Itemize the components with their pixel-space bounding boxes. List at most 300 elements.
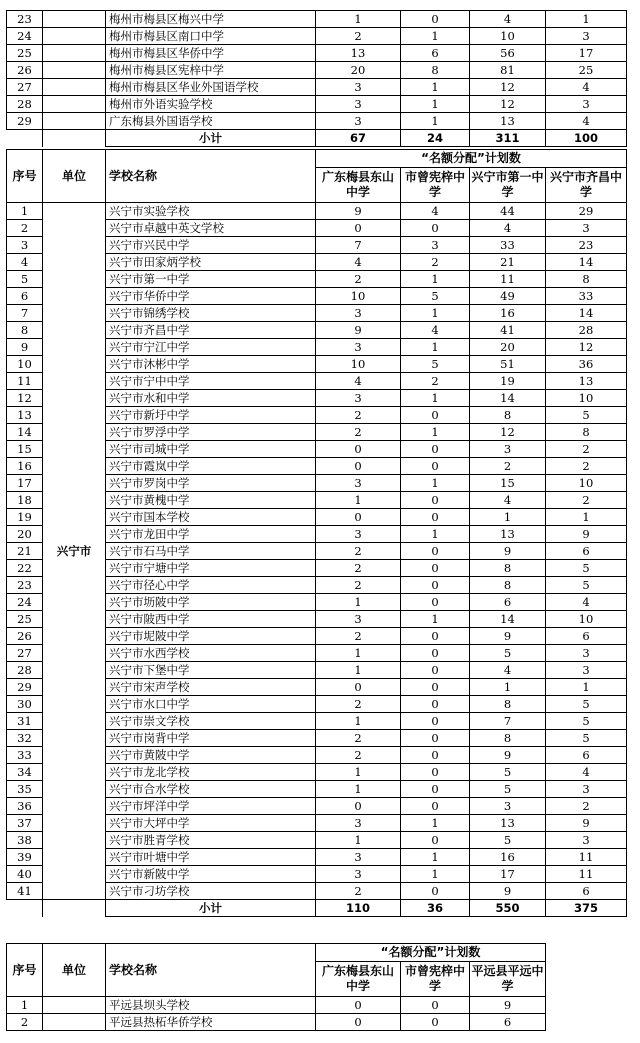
row-value: 1 — [470, 509, 546, 526]
row-no: 1 — [7, 997, 43, 1014]
row-value: 4 — [316, 373, 401, 390]
row-value: 1 — [401, 96, 470, 113]
row-school: 兴宁市锦绣学校 — [106, 305, 316, 322]
row-no: 37 — [7, 815, 43, 832]
row-no: 15 — [7, 441, 43, 458]
row-value: 0 — [316, 441, 401, 458]
row-no: 27 — [7, 645, 43, 662]
row-value: 2 — [316, 560, 401, 577]
row-value: 1 — [316, 832, 401, 849]
row-value: 9 — [470, 628, 546, 645]
row-value: 5 — [401, 356, 470, 373]
row-school: 兴宁市实验学校 — [106, 203, 316, 220]
row-no: 26 — [7, 62, 43, 79]
row-value: 4 — [470, 11, 546, 28]
row-value: 3 — [546, 662, 627, 679]
row-unit — [43, 997, 106, 1014]
row-value: 1 — [470, 679, 546, 696]
row-value: 25 — [546, 62, 627, 79]
row-value: 0 — [401, 679, 470, 696]
row-value: 12 — [546, 339, 627, 356]
row-school: 兴宁市黄槐中学 — [106, 492, 316, 509]
row-no: 29 — [7, 679, 43, 696]
row-value: 4 — [546, 764, 627, 781]
row-school: 兴宁市坭陂中学 — [106, 628, 316, 645]
row-value: 5 — [546, 713, 627, 730]
row-value: 8 — [546, 424, 627, 441]
row-value: 0 — [401, 662, 470, 679]
row-value: 0 — [316, 458, 401, 475]
row-value: 1 — [316, 11, 401, 28]
row-value: 28 — [546, 322, 627, 339]
row-no: 4 — [7, 254, 43, 271]
row-no: 9 — [7, 339, 43, 356]
row-value: 1 — [401, 526, 470, 543]
row-value: 2 — [401, 254, 470, 271]
row-no: 21 — [7, 543, 43, 560]
row-value: 13 — [470, 815, 546, 832]
row-unit — [43, 113, 106, 130]
row-value: 4 — [546, 79, 627, 96]
row-no: 36 — [7, 798, 43, 815]
row-school: 兴宁市水西学校 — [106, 645, 316, 662]
subtotal-value: 375 — [546, 900, 627, 917]
row-value: 5 — [401, 288, 470, 305]
row-no: 30 — [7, 696, 43, 713]
header-no: 序号 — [7, 944, 43, 997]
row-value: 15 — [470, 475, 546, 492]
row-value: 2 — [316, 543, 401, 560]
row-value: 8 — [470, 560, 546, 577]
row-value: 1 — [316, 492, 401, 509]
row-value: 0 — [401, 832, 470, 849]
row-value: 9 — [316, 322, 401, 339]
table-row — [7, 28, 627, 45]
row-value: 21 — [470, 254, 546, 271]
row-value: 44 — [470, 203, 546, 220]
row-value: 1 — [401, 390, 470, 407]
row-value: 6 — [546, 628, 627, 645]
row-value: 16 — [470, 305, 546, 322]
row-unit — [43, 11, 106, 28]
row-value: 1 — [401, 815, 470, 832]
table-row — [7, 203, 627, 220]
row-value: 3 — [546, 96, 627, 113]
row-no: 25 — [7, 45, 43, 62]
row-unit — [43, 96, 106, 113]
row-value: 8 — [470, 696, 546, 713]
row-school: 梅州市梅县区华业外国语学校 — [106, 79, 316, 96]
row-school: 兴宁市田家炳学校 — [106, 254, 316, 271]
header-unit: 单位 — [43, 150, 106, 203]
row-no: 25 — [7, 611, 43, 628]
row-value: 2 — [546, 458, 627, 475]
row-school: 兴宁市霞岚中学 — [106, 458, 316, 475]
row-school: 兴宁市水口中学 — [106, 696, 316, 713]
row-value: 5 — [470, 781, 546, 798]
row-value: 2 — [546, 441, 627, 458]
row-value: 13 — [316, 45, 401, 62]
section1-table — [6, 10, 627, 147]
section1-body — [7, 11, 627, 130]
row-value: 5 — [546, 560, 627, 577]
row-value: 1 — [546, 679, 627, 696]
row-no: 34 — [7, 764, 43, 781]
row-school: 兴宁市大坪中学 — [106, 815, 316, 832]
row-value: 4 — [316, 254, 401, 271]
row-no: 8 — [7, 322, 43, 339]
row-value: 3 — [546, 645, 627, 662]
row-value: 12 — [470, 79, 546, 96]
row-value: 6 — [546, 883, 627, 900]
row-value: 7 — [316, 237, 401, 254]
row-value: 1 — [316, 645, 401, 662]
row-value: 11 — [546, 849, 627, 866]
row-school: 兴宁市宋声学校 — [106, 679, 316, 696]
row-no: 23 — [7, 577, 43, 594]
row-no: 14 — [7, 424, 43, 441]
row-value: 12 — [470, 96, 546, 113]
row-no: 5 — [7, 271, 43, 288]
row-value: 4 — [470, 492, 546, 509]
row-value: 0 — [401, 560, 470, 577]
row-value: 1 — [401, 611, 470, 628]
section3-header-row — [7, 944, 546, 962]
row-value: 4 — [401, 203, 470, 220]
row-value: 1 — [316, 764, 401, 781]
row-value: 1 — [401, 79, 470, 96]
row-school: 兴宁市齐昌中学 — [106, 322, 316, 339]
row-no: 24 — [7, 28, 43, 45]
row-value: 19 — [470, 373, 546, 390]
row-value: 6 — [546, 543, 627, 560]
row-value: 0 — [401, 628, 470, 645]
row-value: 0 — [316, 997, 401, 1014]
row-school: 兴宁市下堡中学 — [106, 662, 316, 679]
row-school: 兴宁市第一中学 — [106, 271, 316, 288]
row-value: 1 — [401, 28, 470, 45]
subtotal-blank — [43, 900, 106, 917]
row-value: 1 — [401, 475, 470, 492]
header-col: 平远县平远中学 — [470, 962, 546, 997]
row-value: 2 — [546, 798, 627, 815]
row-school: 兴宁市国本学校 — [106, 509, 316, 526]
row-value: 0 — [401, 1014, 470, 1031]
row-school: 兴宁市黄陂中学 — [106, 747, 316, 764]
row-school: 兴宁市水和中学 — [106, 390, 316, 407]
row-value: 2 — [316, 28, 401, 45]
row-no: 13 — [7, 407, 43, 424]
row-unit — [43, 62, 106, 79]
row-unit — [43, 28, 106, 45]
row-value: 2 — [316, 883, 401, 900]
row-school: 梅州市外语实验学校 — [106, 96, 316, 113]
row-no: 28 — [7, 96, 43, 113]
row-value: 9 — [470, 543, 546, 560]
row-no: 6 — [7, 288, 43, 305]
row-value: 0 — [401, 747, 470, 764]
row-value: 1 — [401, 424, 470, 441]
row-no: 3 — [7, 237, 43, 254]
header-col: 兴宁市第一中学 — [470, 168, 546, 203]
row-value: 9 — [470, 997, 546, 1014]
row-value: 4 — [470, 662, 546, 679]
row-school: 广东梅县外国语学校 — [106, 113, 316, 130]
header-col: 市曾宪梓中学 — [401, 962, 470, 997]
row-school: 兴宁市胜青学校 — [106, 832, 316, 849]
header-col: 市曾宪梓中学 — [401, 168, 470, 203]
row-school: 兴宁市崇文学校 — [106, 713, 316, 730]
section3-table — [6, 943, 546, 1031]
table-row — [7, 45, 627, 62]
row-value: 1 — [401, 113, 470, 130]
row-value: 3 — [316, 390, 401, 407]
row-school: 兴宁市坜陂中学 — [106, 594, 316, 611]
row-unit — [43, 1014, 106, 1031]
table-row — [7, 997, 546, 1014]
header-col: 广东梅县东山中学 — [316, 168, 401, 203]
table-row — [7, 62, 627, 79]
row-value: 0 — [401, 730, 470, 747]
row-value: 17 — [546, 45, 627, 62]
row-value: 3 — [546, 832, 627, 849]
row-value: 5 — [470, 764, 546, 781]
subtotal-value: 550 — [470, 900, 546, 917]
row-value: 8 — [470, 407, 546, 424]
row-value: 1 — [316, 713, 401, 730]
row-value: 10 — [316, 356, 401, 373]
row-value: 3 — [316, 305, 401, 322]
subtotal-value: 36 — [401, 900, 470, 917]
row-value: 2 — [316, 271, 401, 288]
row-no: 28 — [7, 662, 43, 679]
table-row — [7, 79, 627, 96]
row-value: 0 — [401, 407, 470, 424]
row-no: 24 — [7, 594, 43, 611]
row-value: 0 — [401, 997, 470, 1014]
row-value: 10 — [316, 288, 401, 305]
row-value: 2 — [316, 747, 401, 764]
row-value: 3 — [401, 237, 470, 254]
row-unit — [43, 79, 106, 96]
row-value: 49 — [470, 288, 546, 305]
row-school: 兴宁市司城中学 — [106, 441, 316, 458]
row-value: 2 — [316, 628, 401, 645]
row-school: 兴宁市石马中学 — [106, 543, 316, 560]
row-unit — [43, 45, 106, 62]
row-value: 1 — [546, 509, 627, 526]
row-value: 0 — [401, 781, 470, 798]
section2-header-row — [7, 150, 627, 168]
subtotal-blank — [43, 130, 106, 147]
header-school: 学校名称 — [106, 944, 316, 997]
row-value: 23 — [546, 237, 627, 254]
row-school: 兴宁市罗岗中学 — [106, 475, 316, 492]
row-no: 12 — [7, 390, 43, 407]
section3-body — [7, 997, 546, 1031]
row-value: 11 — [546, 866, 627, 883]
row-value: 1 — [401, 271, 470, 288]
row-school: 兴宁市华侨中学 — [106, 288, 316, 305]
row-value: 20 — [316, 62, 401, 79]
row-no: 18 — [7, 492, 43, 509]
row-value: 0 — [401, 883, 470, 900]
row-value: 17 — [470, 866, 546, 883]
row-value: 3 — [546, 220, 627, 237]
row-value: 3 — [316, 96, 401, 113]
row-value: 56 — [470, 45, 546, 62]
row-value: 4 — [470, 220, 546, 237]
row-value: 33 — [546, 288, 627, 305]
row-no: 17 — [7, 475, 43, 492]
header-col: 兴宁市齐昌中学 — [546, 168, 627, 203]
row-no: 39 — [7, 849, 43, 866]
subtotal-value: 100 — [546, 130, 627, 147]
row-value: 0 — [401, 645, 470, 662]
row-value: 0 — [401, 11, 470, 28]
row-value: 14 — [470, 611, 546, 628]
row-no: 10 — [7, 356, 43, 373]
subtotal-value: 24 — [401, 130, 470, 147]
table-row — [7, 1014, 546, 1031]
row-no: 41 — [7, 883, 43, 900]
row-value: 1 — [546, 11, 627, 28]
row-value: 2 — [316, 730, 401, 747]
row-value: 10 — [546, 475, 627, 492]
row-value: 0 — [401, 441, 470, 458]
row-value: 13 — [470, 526, 546, 543]
row-value: 0 — [401, 220, 470, 237]
row-school: 平远县热柘华侨学校 — [106, 1014, 316, 1031]
row-value: 3 — [316, 849, 401, 866]
row-value: 20 — [470, 339, 546, 356]
row-school: 兴宁市坪洋中学 — [106, 798, 316, 815]
row-value: 0 — [401, 577, 470, 594]
row-value: 3 — [316, 526, 401, 543]
row-value: 0 — [401, 492, 470, 509]
row-value: 2 — [316, 696, 401, 713]
row-no: 20 — [7, 526, 43, 543]
row-value: 0 — [401, 458, 470, 475]
row-value: 3 — [316, 611, 401, 628]
row-value: 14 — [546, 254, 627, 271]
row-value: 9 — [470, 747, 546, 764]
header-quota: “名额分配”计划数 — [316, 944, 546, 962]
row-value: 11 — [470, 271, 546, 288]
row-value: 0 — [401, 764, 470, 781]
row-school: 兴宁市叶塘中学 — [106, 849, 316, 866]
row-value: 9 — [546, 815, 627, 832]
row-value: 33 — [470, 237, 546, 254]
subtotal-value: 311 — [470, 130, 546, 147]
row-no: 16 — [7, 458, 43, 475]
row-value: 0 — [316, 509, 401, 526]
row-value: 0 — [316, 220, 401, 237]
row-value: 10 — [546, 611, 627, 628]
row-value: 14 — [470, 390, 546, 407]
row-value: 6 — [470, 594, 546, 611]
row-value: 0 — [316, 1014, 401, 1031]
row-value: 3 — [316, 113, 401, 130]
row-value: 3 — [316, 339, 401, 356]
row-value: 4 — [401, 322, 470, 339]
row-no: 7 — [7, 305, 43, 322]
row-value: 5 — [470, 832, 546, 849]
row-value: 29 — [546, 203, 627, 220]
row-no: 2 — [7, 220, 43, 237]
row-no: 33 — [7, 747, 43, 764]
section2-table — [6, 149, 627, 917]
section2-body — [7, 203, 627, 900]
row-value: 5 — [546, 696, 627, 713]
header-quota: “名额分配”计划数 — [316, 150, 627, 168]
row-no: 31 — [7, 713, 43, 730]
row-value: 0 — [401, 713, 470, 730]
header-unit: 单位 — [43, 944, 106, 997]
row-value: 1 — [401, 849, 470, 866]
row-school: 兴宁市新陂中学 — [106, 866, 316, 883]
row-value: 6 — [401, 45, 470, 62]
table-row — [7, 96, 627, 113]
row-no: 11 — [7, 373, 43, 390]
table-row — [7, 113, 627, 130]
subtotal-label: 小计 — [106, 130, 316, 147]
row-value: 4 — [546, 594, 627, 611]
row-no: 26 — [7, 628, 43, 645]
row-value: 3 — [546, 28, 627, 45]
row-no: 40 — [7, 866, 43, 883]
header-col: 广东梅县东山中学 — [316, 962, 401, 997]
row-value: 1 — [316, 781, 401, 798]
row-value: 36 — [546, 356, 627, 373]
row-no: 22 — [7, 560, 43, 577]
row-value: 13 — [546, 373, 627, 390]
table-row — [7, 11, 627, 28]
row-value: 1 — [401, 866, 470, 883]
row-value: 5 — [546, 730, 627, 747]
section2-subtotal-row — [7, 900, 627, 917]
row-value: 2 — [401, 373, 470, 390]
row-value: 10 — [470, 28, 546, 45]
row-school: 兴宁市宁江中学 — [106, 339, 316, 356]
subtotal-blank — [7, 130, 43, 147]
row-value: 8 — [401, 62, 470, 79]
row-value: 13 — [470, 113, 546, 130]
row-value: 2 — [316, 577, 401, 594]
row-value: 1 — [401, 305, 470, 322]
row-value: 4 — [546, 113, 627, 130]
row-no: 29 — [7, 113, 43, 130]
row-value: 9 — [316, 203, 401, 220]
row-value: 3 — [316, 79, 401, 96]
subtotal-label: 小计 — [106, 900, 316, 917]
row-school: 兴宁市宁塘中学 — [106, 560, 316, 577]
row-value: 41 — [470, 322, 546, 339]
row-no: 38 — [7, 832, 43, 849]
row-value: 6 — [470, 1014, 546, 1031]
row-value: 8 — [470, 730, 546, 747]
row-value: 3 — [470, 798, 546, 815]
row-value: 1 — [316, 594, 401, 611]
row-school: 兴宁市岗背中学 — [106, 730, 316, 747]
row-no: 23 — [7, 11, 43, 28]
row-school: 兴宁市兴民中学 — [106, 237, 316, 254]
row-value: 5 — [470, 645, 546, 662]
row-value: 10 — [546, 390, 627, 407]
row-value: 12 — [470, 424, 546, 441]
row-value: 5 — [546, 577, 627, 594]
row-school: 梅州市梅县区梅兴中学 — [106, 11, 316, 28]
